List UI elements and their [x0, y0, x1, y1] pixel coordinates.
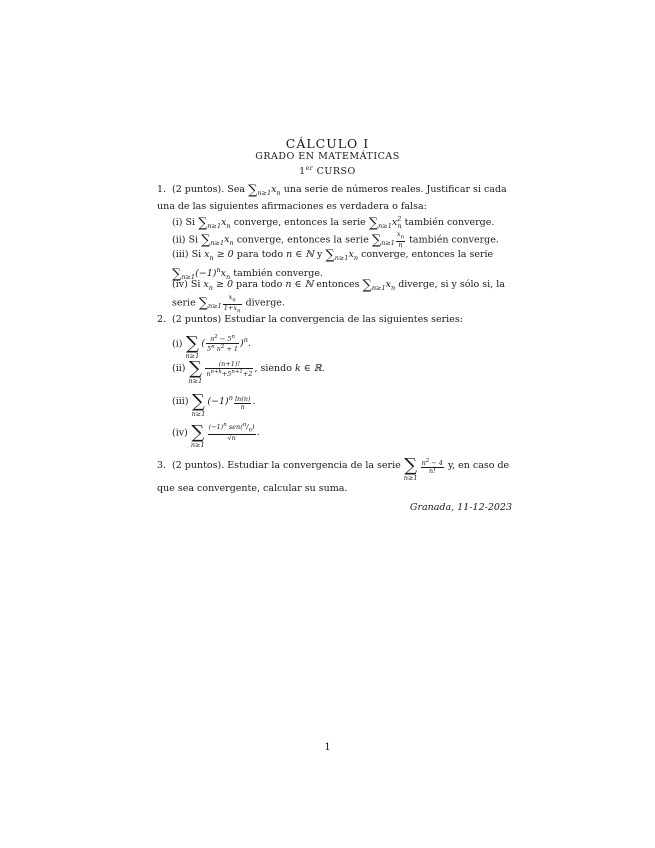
- math-expr: $\sum_{n\ge 1}$ $\frac{x_n}{n}$: [371, 230, 405, 250]
- math-expr: ∑ n≥1 ( $\frac{n^2 - 5^n}{5^n n^2 + 1}$ )$^n$.: [185, 333, 251, 361]
- problem-number: 2.: [157, 314, 167, 325]
- math-expr: ∑ n≥1 $\frac{(n+1)!}{n^{n+k}+5^{n+1}+2}$: [188, 358, 253, 386]
- problem-2-item-iii: [172, 392, 512, 418]
- page-number: 1: [324, 742, 331, 753]
- problem-number: 1.: [157, 184, 167, 195]
- exam-date: Granada, 11-12-2023: [409, 502, 512, 513]
- item-label: (iv): [172, 427, 188, 439]
- problem-1-item-iv: [172, 279, 512, 316]
- course-ordinal: er: [305, 165, 314, 172]
- problem-1-intro-a: (2 puntos). Sea: [172, 184, 246, 195]
- math-expr: $\sum_{n\ge 1}x_n$: [248, 183, 281, 198]
- problem-2: [157, 313, 512, 326]
- item-label: (i): [172, 338, 183, 350]
- item-text: también converge.: [404, 217, 495, 228]
- item-label: (ii) Si: [172, 234, 199, 246]
- math-expr: $\sum_{n\ge 1}x^2_n$: [368, 215, 402, 231]
- item-text: converge, entonces la serie: [233, 217, 366, 228]
- problem-1-item-i: [172, 213, 512, 232]
- problem-1-item-ii: [172, 231, 512, 249]
- problem-1-item-iii: [172, 249, 512, 283]
- math-expr: $\sum_{n\ge 1}x_n$: [201, 233, 234, 249]
- math-expr: $\sum_{n\ge 1}(-1)^nx_n$: [172, 266, 231, 282]
- course-line: [0, 163, 655, 178]
- math-expr: n ∈ ℕ: [286, 249, 314, 260]
- item-label: (ii): [172, 363, 186, 375]
- item-label: (iii): [172, 396, 189, 407]
- item-text: converge, entonces la serie: [236, 234, 369, 246]
- exam-header: [0, 136, 655, 178]
- problem-3: [157, 455, 512, 495]
- math-expr: ∑ n≥1 $(-1)^n$ $\frac{\ln(n)}{n}$ .: [191, 391, 256, 418]
- math-expr: $\sum_{n\ge 1}$ $\frac{x_n}{1+x_n}$: [198, 293, 241, 315]
- problem-3-intro-b: y, en caso de que sea convergente, calcular su suma.: [157, 460, 510, 495]
- problem-3-intro-a: (2 puntos). Estudiar la convergencia de la serie: [172, 460, 401, 472]
- math-expr: ∑ n≥1 $\frac{n^2 - 4}{n!}$: [403, 455, 443, 483]
- item-text: también converge.: [233, 268, 324, 279]
- item-text: converge, entonces la serie: [361, 249, 494, 260]
- math-expr: $x_n \ge 0$: [203, 279, 234, 292]
- item-label: (iii): [172, 249, 189, 260]
- item-label: (iv) Si: [172, 279, 201, 290]
- item-text: entonces: [316, 279, 360, 290]
- math-expr: n ∈ ℕ: [285, 279, 314, 290]
- item-text: y: [317, 249, 323, 260]
- problem-2-item-ii: [172, 358, 512, 386]
- problem-1: [157, 183, 512, 213]
- math-expr: ∑ n≥1 $\frac{(-1)^n sen(^\pi/_n)}{√n}$ .: [190, 422, 260, 450]
- problem-1-intro-b: una serie de números reales. Justificar si cada una de las siguientes afirmaciones es verdadera o falsa:: [157, 184, 507, 212]
- course-number: 1: [299, 166, 306, 178]
- math-expr: $\sum_{n\ge 1}x_n$: [325, 248, 359, 263]
- item-text: para todo: [236, 279, 283, 290]
- item-text: diverge, si y sólo si, la serie: [172, 279, 505, 309]
- course-word: CURSO: [316, 166, 356, 178]
- problem-2-intro: (2 puntos) Estudiar la convergencia de las siguientes series:: [172, 314, 463, 325]
- page-title: CÁLCULO I: [285, 136, 370, 151]
- math-expr: k ∈ ℝ.: [294, 363, 325, 375]
- math-expr: $\sum_{n\ge 1}x_n$: [362, 278, 396, 293]
- item-text: para todo: [236, 249, 284, 260]
- item-text: Si: [191, 249, 202, 260]
- math-expr: $x_n \ge 0$: [204, 249, 234, 262]
- problem-2-item-i: [172, 334, 512, 360]
- item-text: , siendo: [254, 363, 292, 375]
- item-text: diverge.: [245, 297, 285, 309]
- math-expr: $\sum_{n\ge 1}x_n$: [198, 216, 231, 231]
- item-label: (i) Si: [172, 217, 196, 228]
- problem-number: 3.: [157, 460, 167, 472]
- problem-2-item-iv: [172, 422, 512, 449]
- degree-subtitle: GRADO EN MATEMÁTICAS: [255, 151, 400, 162]
- item-text: también converge.: [409, 234, 499, 246]
